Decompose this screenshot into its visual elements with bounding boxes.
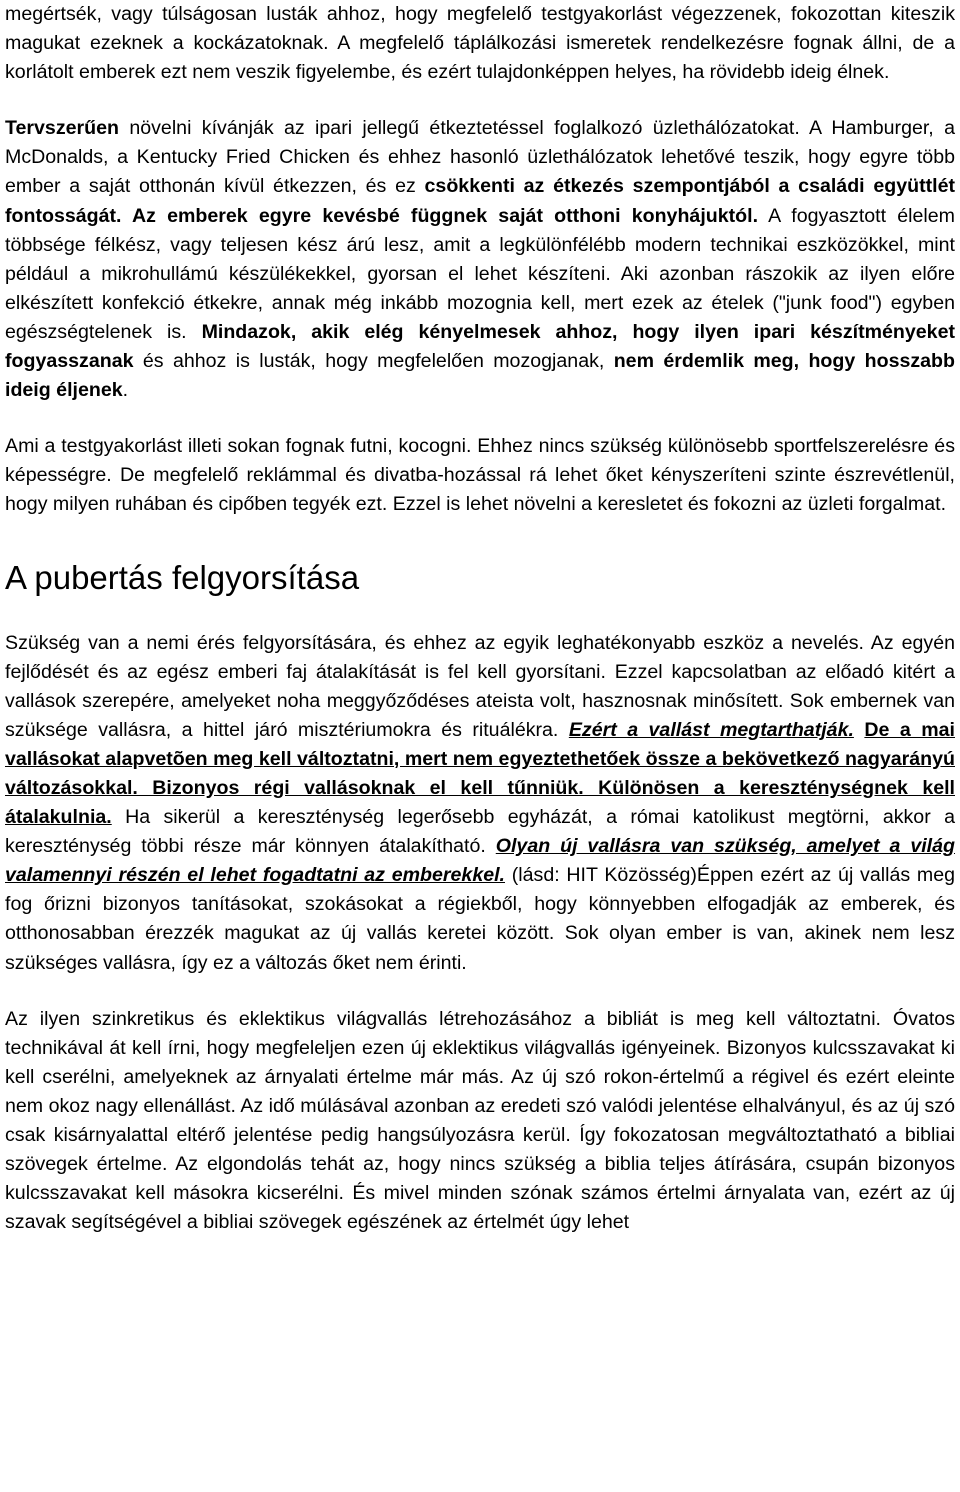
paragraph-exercise-text: Ami a testgyakorlást illeti sokan fognak futni, kocogni. Ehhez nincs szükség különösebb sportfelszerelésre és képességre. De megfelelő reklámmal és divatba-hozással rá lehet őket kényszeríteni szinte észrevétlenül, hogy milyen ruhában és cipőben tegyék ezt. Ezzel is lehet növelni a keresletet és fokozni az üzleti forgalmat.	[5, 435, 955, 516]
section-heading: A pubertás felgyorsítása	[5, 558, 360, 596]
religion-text-2: Ha sikerül a kereszténység legerősebb egyházát, a római katolikust megtörni, akkor a kereszténység többi része már könnyen átalakítható.	[5, 806, 955, 858]
paragraph-bible	[5, 1005, 955, 1238]
fast-food-text-4: .	[122, 379, 129, 402]
emphasis-change-religions: De a mai vallásokat alapvetõen meg kell változtatni, mert nem egyeztethetőek össze a bekövetkező nagyarányú változásokkal. Bizonyos régi vallásoknak el kell tűnniük. Különösen a kereszténységnek kell átalakulnia.	[5, 718, 955, 829]
emphasis-new-religion: Olyan új vallásra van szükség, amelyet a világ valamennyi részén el lehet fogadtatni az emberekkel.	[5, 835, 955, 887]
emphasis-family: csökkenti az étkezés szempontjából a családi együttlét fontosságát. Az emberek egyre kevésbé függnek saját otthoni konyhájuktól.	[5, 175, 955, 227]
emphasis-longer-life: nem érdemlik meg, hogy hosszabb ideig éljenek	[5, 350, 955, 402]
emphasis-keep-religion: Ezért a vallást megtarthatják.	[568, 718, 854, 741]
emphasis-planned: Tervszerűen	[5, 117, 119, 140]
paragraph-bible-text: Az ilyen szinkretikus és eklektikus világvallás létrehozásához a bibliát is meg kell változtatni. Óvatos technikával át kell írni, hogy megfeleljen ezen új eklektikus világvallás igényeinek. Bizonyos kulcsszavakat ki kell cserélni, amelyeknek az árnyalati értelme már más. Az új szó rokon-értelmű a régivel és ezért eleinte nem okoz nagy ellenállást. Az idő múlásával azonban az eredeti szó valódi jelentése elhalványul, és az új szó csak kisárnyalattal eltérő jelentése pedig hangsúlyozásra kerül. Így fokozatosan megváltoztatható a bibliai szövegek értelme. Az elgondolás tehát az, hogy nincs szükség a biblia teljes átírására, csupán bizonyos kulcsszavakat kell másokra kicserélni. És mivel minden szónak számos értelmi árnyalata van, ezért az új szavak segítségével a bibliai szövegek egészének az értelmét úgy lehet	[5, 1007, 955, 1234]
religion-text-3: (lásd: HIT Közösség)Éppen ezért az új vallás meg fog őrizni bizonyos tanításokat, szokásokat a régiekből, hogy könnyebben elfogadják az emberek, és otthonosabban érezzék magukat az új vallás keretei között. Sok olyan ember is van, akinek nem lesz szükséges vallásra, így ez a változás őket nem érinti.	[5, 864, 955, 974]
fast-food-text-1: növelni kívánják az ipari jellegű étkeztetéssel foglalkozó üzlethálózatokat. A Hamburger, a McDonalds, a Kentucky Fried Chicken és ehhez hasonló üzlethálózatok lehetővé teszik, hogy egyre több ember a saját otthonán kívül étkezzen, és ez	[5, 117, 955, 198]
paragraph-diet-text: megértsék, vagy túlságosan lusták ahhoz, hogy megfelelő testgyakorlást végezzenek, fokozottan kiteszik magukat ezeknek a kockázatoknak. A megfelelő táplálkozási ismeretek rendelkezésre fognak állni, de a korlátolt emberek ezt nem veszik figyelembe, és ezért tulajdonképpen helyes, ha rövidebb ideig élnek.	[5, 3, 955, 84]
emphasis-comfortable: Mindazok, akik elég kényelmesek ahhoz, hogy ilyen ipari készítményeket fogyasszanak	[5, 320, 955, 373]
paragraph-exercise	[5, 432, 955, 519]
fast-food-text-2: A fogyasztott élelem többsége félkész, vagy teljesen kész árú lesz, amit a legkülönfélébb modern technikai eszközökkel, mint például a mikrohullámú készülékekkel, gyorsan el lehet készíteni. Aki azonban rászokik az ilyen előre elkészített konfekció étkekre, annak még inkább mozognia kell, mert ezek az ételek ("junk food") egyben egészségtelenek is.	[5, 204, 955, 343]
religion-space	[854, 719, 864, 741]
paragraph-religion	[5, 629, 955, 978]
paragraph-fast-food	[5, 114, 955, 405]
religion-text-1: Szükség van a nemi érés felgyorsítására, és ehhez az egyik leghatékonyabb eszköz a nevelés. Az egyén fejlődését és az egész emberi faj átalakítását is fel kell gyorsítani. Ezzel kapcsolatban az előadó kitért a vallások szerepére, amelyeket noha meggyőződéses ateista volt, hasznosnak minősített. Sok embernek van szüksége vallásra, a hittel járó misztériumokra és rituálékra.	[5, 631, 955, 741]
paragraph-diet	[5, 0, 955, 87]
fast-food-text-3: és ahhoz is lusták, hogy megfelelően mozogjanak,	[133, 350, 614, 373]
